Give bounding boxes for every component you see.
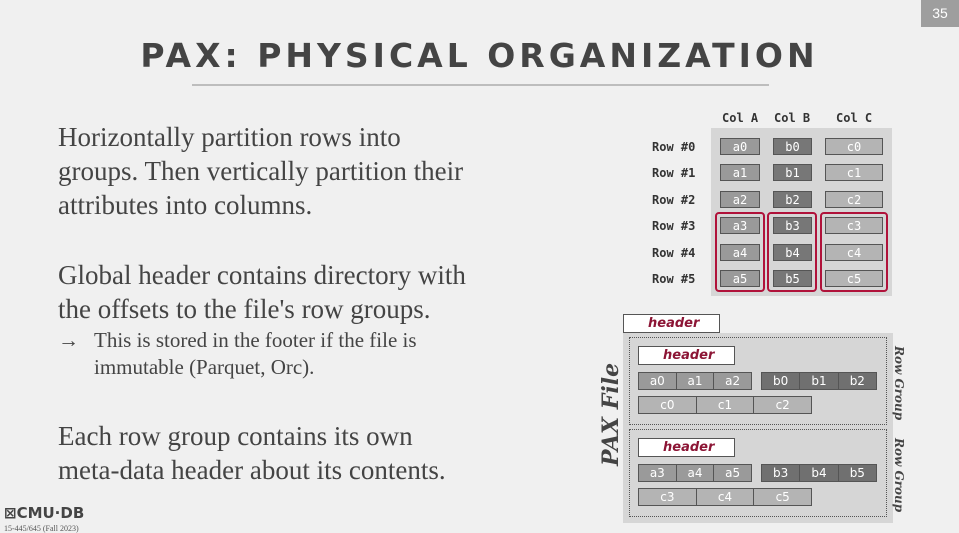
value-cell: a0 <box>638 372 677 390</box>
value-cell: c3 <box>638 488 697 506</box>
column-header-a: Col A <box>722 111 759 125</box>
table-cell: a3 <box>720 217 760 234</box>
global-header: header <box>623 314 720 333</box>
row-group-column-b <box>762 372 877 390</box>
bullet-1 <box>58 120 463 222</box>
table-cell: b5 <box>773 270 812 287</box>
value-cell: c5 <box>753 488 812 506</box>
value-cell: a4 <box>676 464 715 482</box>
row-group-outline-a <box>715 212 765 292</box>
row-group-header: header <box>638 438 735 457</box>
cmu-db-logo: ⊠CMU·DB <box>4 504 85 522</box>
table-cell: b4 <box>773 244 812 261</box>
row-label: Row #3 <box>652 219 696 233</box>
value-cell: b4 <box>799 464 838 482</box>
page-number: 35 <box>921 0 959 27</box>
value-cell: b2 <box>838 372 877 390</box>
sub-bullet-line: This is stored in the footer if the file is <box>94 328 417 352</box>
table-cell: a2 <box>720 191 760 208</box>
table-cell: a5 <box>720 270 760 287</box>
course-label: 15-445/645 (Fall 2023) <box>4 524 79 533</box>
row-group-outline-c <box>820 212 888 292</box>
bullet-line: Horizontally partition rows into <box>58 122 401 152</box>
table-cell: c4 <box>825 244 883 261</box>
table-cell: b2 <box>773 191 812 208</box>
row-label: Row #2 <box>652 193 696 207</box>
value-cell: a1 <box>676 372 715 390</box>
row-group-outline-b <box>767 212 817 292</box>
table-cell: a4 <box>720 244 760 261</box>
value-cell: c0 <box>638 396 697 414</box>
title-divider <box>192 84 769 86</box>
value-cell: b3 <box>761 464 800 482</box>
table-cell: c5 <box>825 270 883 287</box>
row-label: Row #1 <box>652 166 696 180</box>
table-cell: b1 <box>773 164 812 181</box>
value-cell: c2 <box>753 396 812 414</box>
bullet-line: the offsets to the file's row groups. <box>58 294 431 324</box>
row-group-column-c <box>639 396 812 414</box>
bullet-2 <box>58 258 466 326</box>
bullet-line: Each row group contains its own <box>58 421 413 451</box>
row-group-column-c <box>639 488 812 506</box>
value-cell: a2 <box>713 372 752 390</box>
column-header-b: Col B <box>774 111 811 125</box>
row-group-label: Row Group <box>892 346 906 421</box>
row-group-header: header <box>638 346 735 365</box>
value-cell: a5 <box>713 464 752 482</box>
row-label: Row #0 <box>652 140 696 154</box>
table-cell: a1 <box>720 164 760 181</box>
bullet-line: groups. Then vertically partition their <box>58 156 464 186</box>
row-group-column-a <box>639 372 752 390</box>
value-cell: b0 <box>761 372 800 390</box>
value-cell: c4 <box>696 488 755 506</box>
row-group-column-b <box>762 464 877 482</box>
row-label: Row #5 <box>652 272 696 286</box>
table-cell: a0 <box>720 138 760 155</box>
row-group-column-a <box>639 464 752 482</box>
value-cell: a3 <box>638 464 677 482</box>
table-cell: c0 <box>825 138 883 155</box>
bullet-line: meta-data header about its contents. <box>58 455 446 485</box>
value-cell: c1 <box>696 396 755 414</box>
pax-file-label: PAX File <box>598 362 624 466</box>
row-label: Row #4 <box>652 246 696 260</box>
arrow-icon: → <box>58 328 79 352</box>
table-cell: b0 <box>773 138 812 155</box>
value-cell: b1 <box>799 372 838 390</box>
sub-bullet <box>58 327 417 381</box>
column-header-c: Col C <box>836 111 873 125</box>
bullet-line: attributes into columns. <box>58 190 313 220</box>
bullet-3 <box>58 419 446 487</box>
table-cell: b3 <box>773 217 812 234</box>
slide-title: PAX: PHYSICAL ORGANIZATION <box>140 36 819 75</box>
value-cell: b5 <box>838 464 877 482</box>
bullet-line: Global header contains directory with <box>58 260 466 290</box>
table-cell: c2 <box>825 191 883 208</box>
row-group-label: Row Group <box>892 438 906 513</box>
sub-bullet-line: immutable (Parquet, Orc). <box>94 355 315 379</box>
table-cell: c1 <box>825 164 883 181</box>
table-cell: c3 <box>825 217 883 234</box>
